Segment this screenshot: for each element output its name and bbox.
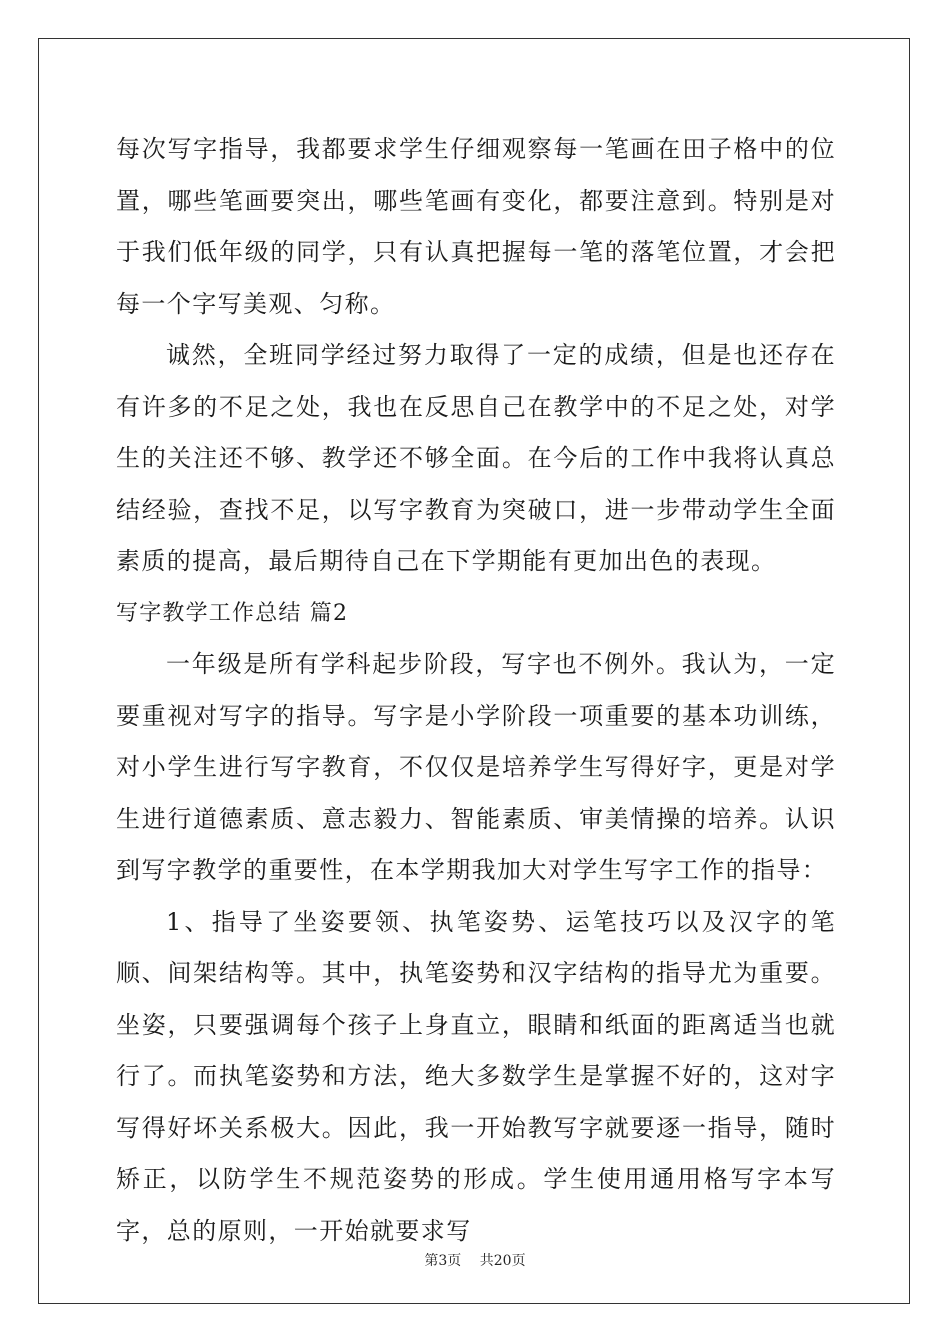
paragraph-continuation: 每次写字指导，我都要求学生仔细观察每一笔画在田子格中的位置，哪些笔画要突出，哪些笔画有变化，都要注意到。特别是对于我们低年级的同学，只有认真把握每一笔的落笔位置，才会把每一个字写美观、匀称。: [116, 135, 836, 318]
page-number: 第3页: [424, 1253, 462, 1269]
paragraph-point-1: 1、指导了坐姿要领、执笔姿势、运笔技巧以及汉字的笔顺、间架结构等。其中，执笔姿势和汉字结构的指导尤为重要。坐姿，只要强调每个孩子上身直立，眼睛和纸面的距离适当也就行了。而执笔姿势和方法，绝大多数学生是掌握不好的，这对字写得好坏关系极大。因此，我一开始教写字就要逐一指导，随时矫正，以防学生不规范姿势的形成。学生使用通用格写字本写字，总的原则，一开始就要求写: [116, 907, 836, 1245]
page-total: 共20页: [479, 1253, 526, 1269]
paragraph-intro: 一年级是所有学科起步阶段，写字也不例外。我认为，一定要重视对写字的指导。写字是小学阶段一项重要的基本功训练，对小学生进行写字教育，不仅仅是培养学生写得好字，更是对学生进行道德素质、意志毅力、智能素质、审美情操的培养。认识到写字教学的重要性，在本学期我加大对学生写字工作的指导：: [116, 650, 836, 884]
document-body: [116, 124, 836, 1257]
section-heading: 写字教学工作总结 篇2: [116, 600, 349, 626]
page-footer: [0, 1250, 950, 1270]
paragraph-reflection: 诚然，全班同学经过努力取得了一定的成绩，但是也还存在有许多的不足之处，我也在反思自己在教学中的不足之处，对学生的关注还不够、教学还不够全面。在今后的工作中我将认真总结经验，查找不足，以写字教育为突破口，进一步带动学生全面素质的提高，最后期待自己在下学期能有更加出色的表现。: [116, 341, 836, 575]
